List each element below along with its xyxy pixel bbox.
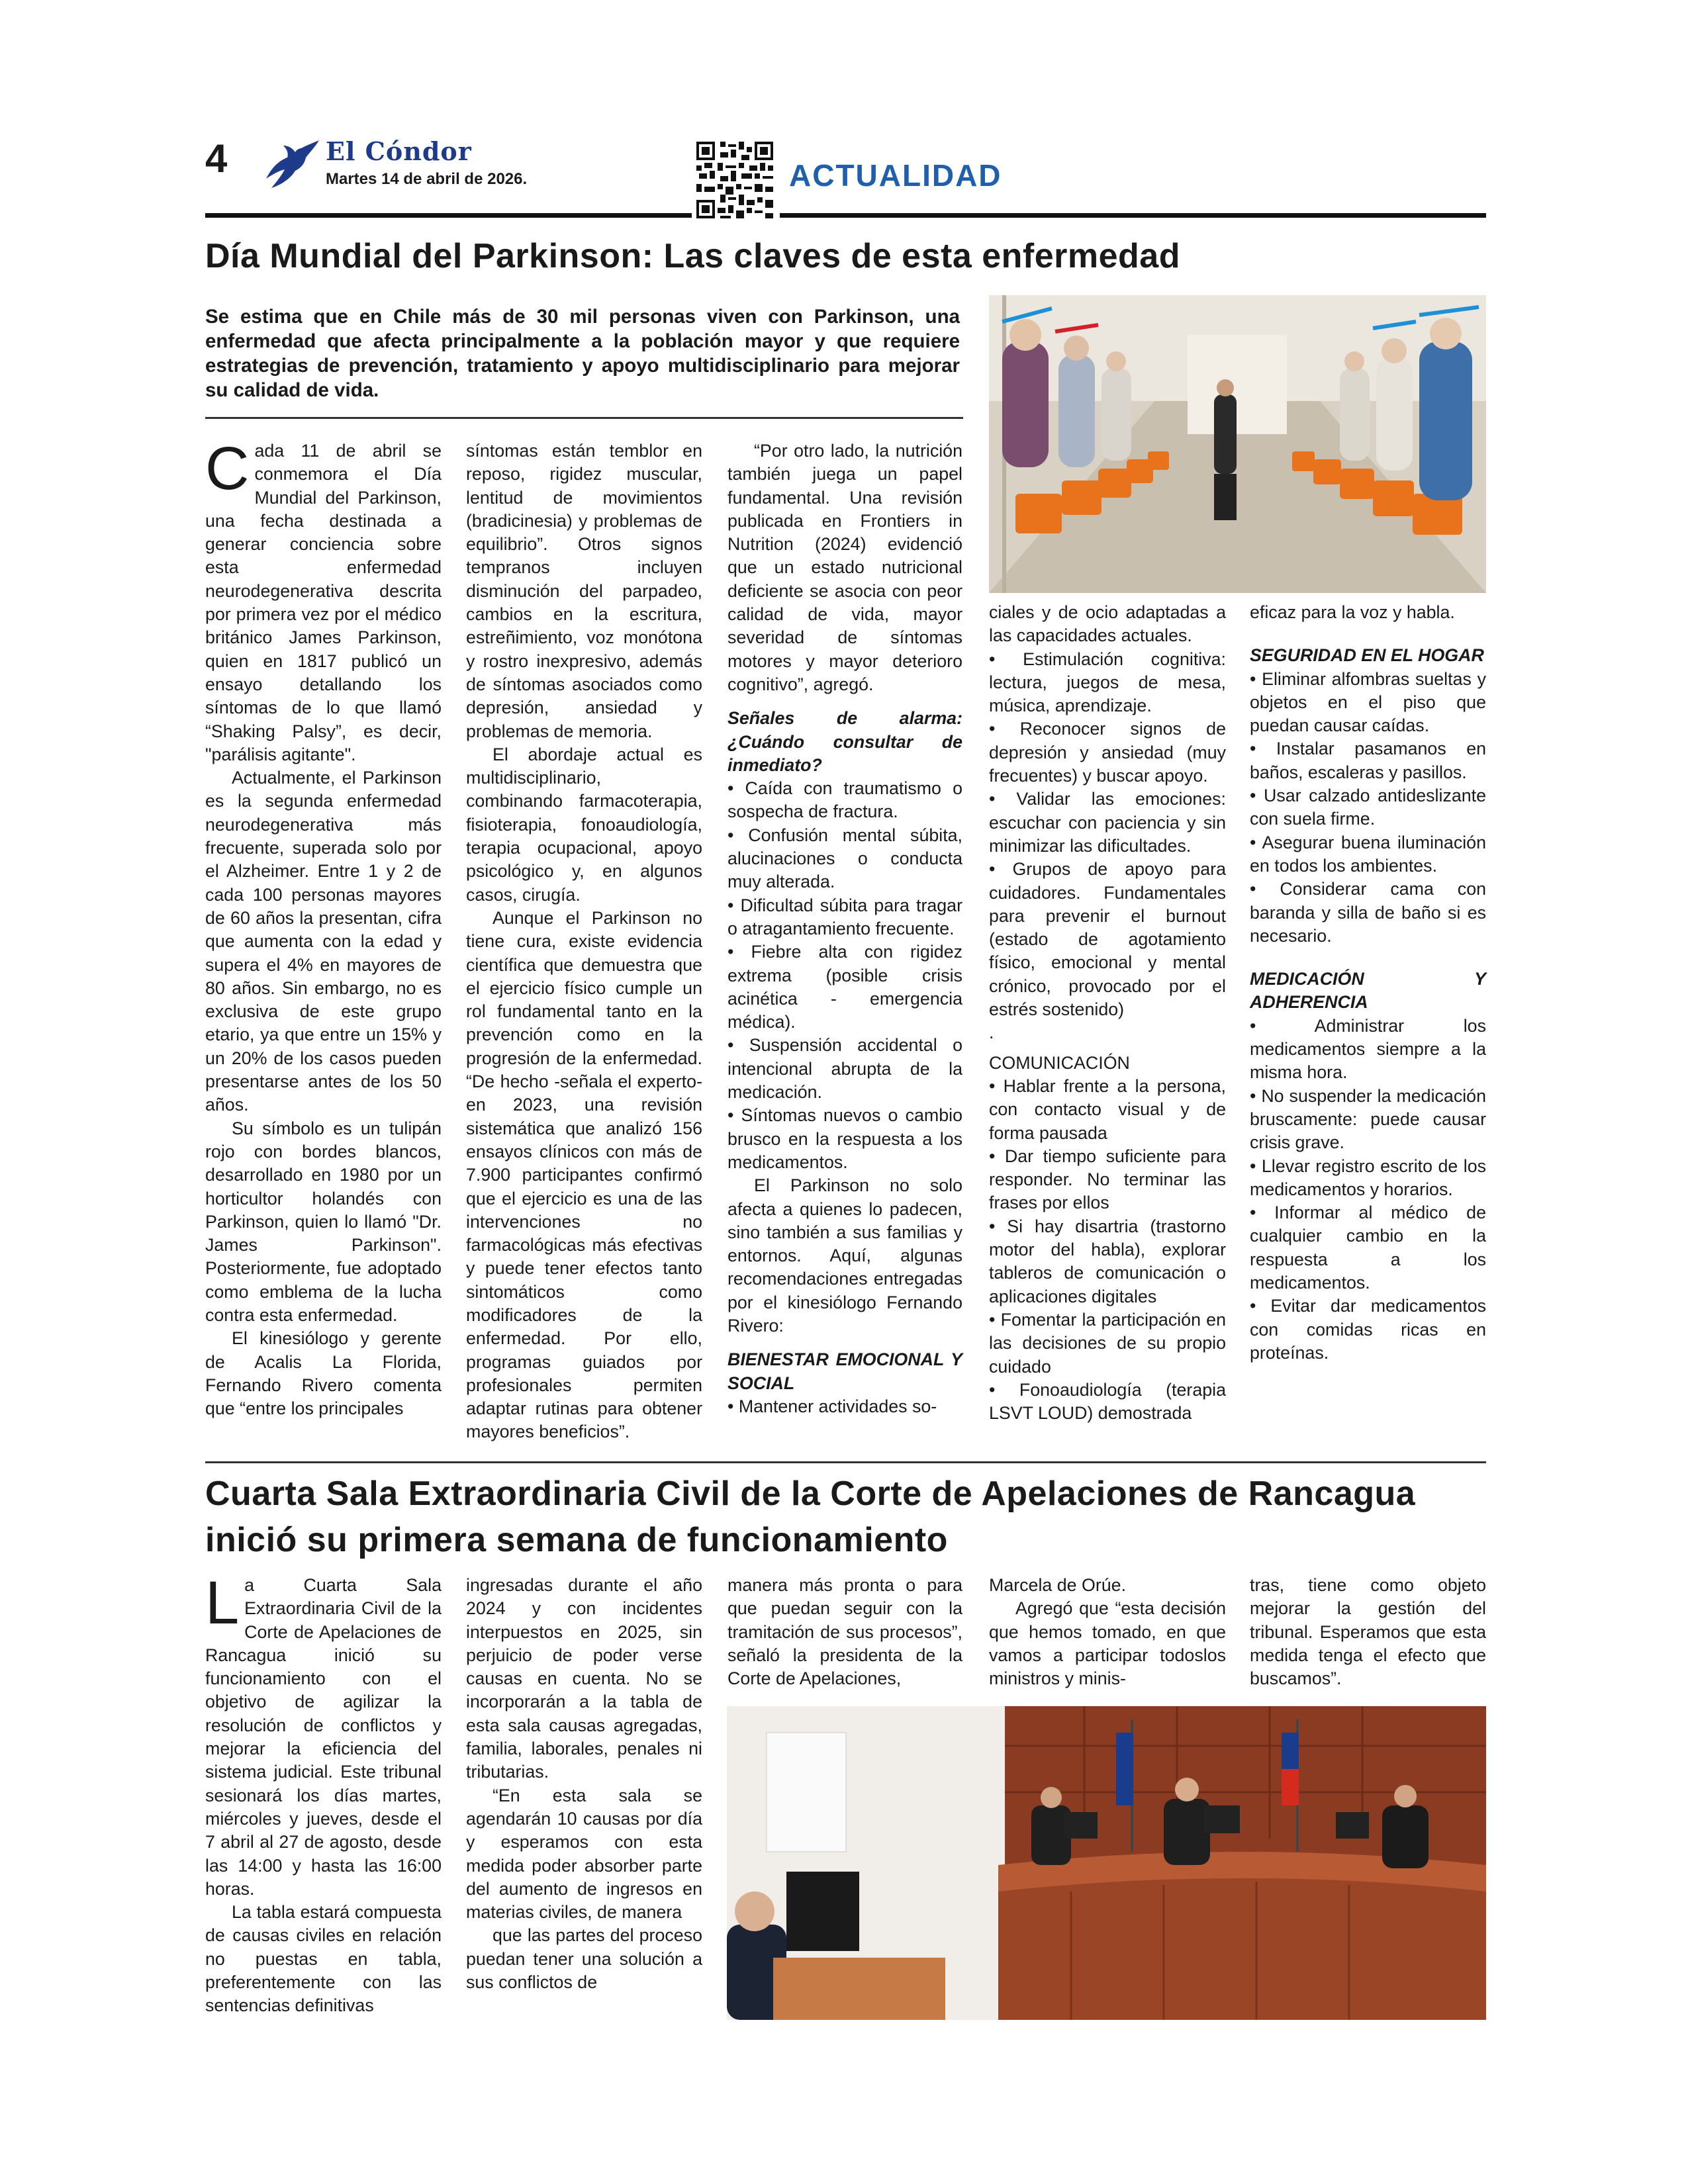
article1-col2-para-2: El abordaje actual es multidisciplinario, combinando farmacoterapia, fisioterapia, fonoaudiología, terapia ocupacional, apoyo psicológico y, en algunos casos, cirugía.: [466, 744, 702, 905]
alarm-item: • Fiebre alta con rigidez extrema (posible crisis acinética - emergencia médica).: [727, 942, 962, 1032]
article1-column-4: [989, 601, 1226, 1425]
article2-col2-para-2: “En esta sala se agendarán 10 causas por día y esperamos con esta medida poder absorber parte del aumento de ingresos en materias civiles, de manera: [466, 1785, 702, 1923]
article1-col1-para-1: [205, 435, 442, 766]
medication-item: • No suspender la medicación bruscamente: puede causar crisis grave.: [1250, 1085, 1486, 1153]
page-number: 4: [205, 136, 228, 181]
section-label: ACTUALIDAD: [789, 158, 1002, 193]
alarm-item: • Dificultad súbita para tragar o atragantamiento frecuente.: [727, 895, 962, 938]
article2-col5-para-1: tras, tiene como objeto mejorar la gestión del tribunal. Esperamos que esta medida tenga el efecto que buscamos”.: [1250, 1575, 1486, 1689]
communication-item: • Fomentar la participación en las decisiones de su propio cuidado: [989, 1309, 1226, 1377]
wellbeing-item: • Grupos de apoyo para cuidadores. Fundamentales para prevenir el burnout (estado de agotamiento físico, emocional y mental crónico, provocado por el estrés sostenido): [989, 859, 1226, 1020]
article-lead: Se estima que en Chile más de 30 mil personas viven con Parkinson, una enfermedad que afecta principalmente a la población mayor y que requiere estrategias de prevención, tratamiento y apoyo multidisciplinario para mejorar su calidad de vida.: [205, 306, 960, 401]
communication-heading: COMUNICACIÓN: [989, 1052, 1130, 1073]
article-title: Día Mundial del Parkinson: Las claves de esta enfermedad: [205, 237, 1180, 275]
alarm-item: • Síntomas nuevos o cambio brusco en la respuesta a los medicamentos.: [727, 1105, 962, 1172]
article1-col1-para-3: Su símbolo es un tulipán rojo con bordes blancos, desarrollado en 1980 por un horticultor holandés con Parkinson, quien lo llamó "Dr. James Parkinson". Posteriormente, fue adoptado como emblema de la lucha contra esta enfermedad.: [205, 1118, 442, 1325]
article1-col3-para-1: “Por otro lado, la nutrición también juega un papel fundamental. Una revisión publicada en Frontiers in Nutrition (2024) evidenció que un estado nutricional deficiente se asocia con peor calidad de vida, mayor severidad de síntomas motores y mayor deterioro cognitivo”, agregó.: [727, 441, 962, 694]
article1-col1-para-2: Actualmente, el Parkinson es la segunda enfermedad neurodegenerativa más frecuente, superada solo por el Alzheimer. Entre 1 y 2 de cada 100 personas mayores de 60 años la presentan, cifra que aumenta con la edad y supera el 4% en mayores de 80 años. Sin embargo, no es exclusiva de este grupo etario, ya que entre un 15% y un 20% de los casos pueden presentarse antes de los 50 años.: [205, 768, 442, 1115]
issue-date: Martes 14 de abril de 2026.: [326, 170, 528, 188]
alarm-signs-heading: Señales de alarma: ¿Cuándo consultar de inmediato?: [727, 708, 962, 775]
article2-col1-para-2: La tabla estará compuesta de causas civiles en relación no puestas en tabla, preferentemente con las sentencias definitivas: [205, 1902, 442, 2016]
article1-column-2: [466, 439, 702, 1444]
article2-col2-para-3: que las partes del proceso puedan tener una solución a sus conflictos de: [466, 1925, 702, 1993]
article2-column-5: [1250, 1574, 1486, 1690]
medication-heading: MEDICACIÓN Y ADHERENCIA: [1250, 969, 1486, 1013]
courtroom-photo: [727, 1706, 1486, 2020]
lead-divider: [205, 417, 963, 419]
wellbeing-item: • Mantener actividades so-: [727, 1396, 937, 1416]
newspaper-brand: El Cóndor: [326, 136, 472, 166]
wellbeing-item: • Estimulación cognitiva: lectura, juegos de mesa, música, aprendizaje.: [989, 649, 1226, 716]
alarm-item: • Suspensión accidental o intencional abrupta de la medicación.: [727, 1035, 962, 1103]
home-safety-item: • Considerar cama con baranda y silla de baño si es necesario.: [1250, 879, 1486, 946]
article2-col3-para-1: manera más pronta o para que puedan seguir con la tramitación de sus procesos”, señaló la presidenta de la Corte de Apelaciones,: [727, 1575, 962, 1689]
article2-column-3: [727, 1574, 962, 1690]
article2-col4-para-1: Marcela de Orúe.: [989, 1575, 1127, 1595]
wellbeing-item: ciales y de ocio adaptadas a las capacidades actuales.: [989, 602, 1226, 646]
alarm-item: • Confusión mental súbita, alucinaciones o conducta muy alterada.: [727, 825, 962, 892]
medication-item: • Llevar registro escrito de los medicamentos y horarios.: [1250, 1156, 1486, 1199]
wellbeing-item: • Reconocer signos de depresión y ansiedad (muy frecuentes) y buscar apoyo.: [989, 719, 1226, 786]
wellbeing-heading: BIENESTAR EMOCIONAL Y SOCIAL: [727, 1349, 962, 1393]
article2-title: Cuarta Sala Extraordinaria Civil de la Corte de Apelaciones de Rancagua inició su primera semana de funcionamiento: [205, 1475, 1416, 1559]
article1-col2-para-3: Aunque el Parkinson no tiene cura, existe evidencia científica que demuestra que el ejercicio físico cumple un rol fundamental tanto en la prevención como en la progresión de la enfermedad. “De hecho -señala el experto- en 2023, una revisión sistemática que analizó 156 ensayos clínicos con más de 7.900 participantes confirmó que el ejercicio es una de las intervenciones no farmacológicas más efectivas y puede tener efectos tanto sintomáticos como modificadores de la enfermedad. Por ello, programas guiados por profesionales permiten adaptar rutinas para obtener mayores beneficios”.: [466, 907, 702, 1442]
article1-col1-para-1-text: ada 11 de abril se conmemora el Día Mundial del Parkinson, una fecha destinada a generar conciencia sobre esta enfermedad neurodegenerativa descrita por primera vez por el médico británico James Parkinson, quien en 1817 publicó un ensayo detallando los síntomas de lo que llamó “Shaking Palsy”, es decir, "parálisis agitante".: [205, 441, 442, 764]
home-safety-item: • Instalar pasamanos en baños, escaleras y pasillos.: [1250, 739, 1486, 782]
article2-col2-para-1: ingresadas durante el año 2024 y con incidentes interpuestos en 2025, sin perjuicio de poder verse causas en cuenta. No se incorporarán a la tabla de esta sala causas agregadas, familia, laborales, penales ni tributarias.: [466, 1575, 702, 1782]
article2-col1-para-1: [205, 1569, 442, 1901]
article1-column-1: [205, 435, 442, 1420]
medication-item: • Informar al médico de cualquier cambio en la respuesta a los medicamentos.: [1250, 1203, 1486, 1293]
home-safety-item: • Asegurar buena iluminación en todos los ambientes.: [1250, 832, 1486, 876]
alarm-item: • Caída con traumatismo o sospecha de fractura.: [727, 778, 962, 822]
communication-item: • Si hay disartria (trastorno motor del habla), explorar tableros de comunicación o aplicaciones digitales: [989, 1216, 1226, 1306]
header-rule-right: [780, 213, 1486, 218]
medication-item: • Administrar los medicamentos siempre a la misma hora.: [1250, 1015, 1486, 1083]
article2-column-2: [466, 1574, 702, 1994]
article1-col1-para-4: El kinesiólogo y gerente de Acalis La Florida, Fernando Rivero comenta que “entre los principales: [205, 1328, 442, 1419]
article2-col4-para-2: Agregó que “esta decisión que hemos tomado, en que vamos a participar todoslos ministros y minis-: [989, 1598, 1226, 1689]
home-safety-item: • Eliminar alfombras sueltas y objetos en el piso que puedan causar caídas.: [1250, 668, 1486, 736]
exercise-class-photo: [989, 295, 1486, 593]
home-safety-item: • Usar calzado antideslizante con suela firme.: [1250, 786, 1486, 829]
article2-column-4: [989, 1574, 1226, 1690]
article1-col2-para-1: síntomas están temblor en reposo, rigidez muscular, lentitud de movimientos (bradicinesia) y problemas de equilibrio”. Otros signos tempranos incluyen disminución del parpadeo, cambios en la escritura, estreñimiento, voz monótona y rostro inexpresivo, además de síntomas asociados como depresión, ansiedad y problemas de memoria.: [466, 441, 702, 741]
header-rule-left: [205, 213, 692, 218]
communication-item: • Dar tiempo suficiente para responder. No terminar las frases por ellos: [989, 1146, 1226, 1213]
wellbeing-item: .: [989, 1023, 994, 1043]
drop-cap: L: [205, 1569, 240, 1637]
drop-cap: C: [205, 435, 250, 502]
communication-item: eficaz para la voz y habla.: [1250, 602, 1455, 622]
medication-item: • Evitar dar medicamentos con comidas ricas en proteínas.: [1250, 1296, 1486, 1363]
article-separator: [205, 1461, 1486, 1463]
wellbeing-item: • Validar las emociones: escuchar con paciencia y sin minimizar las dificultades.: [989, 789, 1226, 856]
article2-col1-para-1-text: a Cuarta Sala Extraordinaria Civil de la Corte de Apelaciones de Rancagua inició su funcionamiento con el objetivo de agilizar la resolución de conflictos y mejorar la eficiencia del sistema judicial. Este tribunal sesionará los días martes, miércoles y jueves, desde el 7 abril al 27 de agosto, desde las 14:00 y hasta las 16:00 horas.: [205, 1575, 442, 1899]
communication-item: • Fonoaudiología (terapia LSVT LOUD) demostrada: [989, 1379, 1226, 1424]
article1-col3-para-2: El Parkinson no solo afecta a quienes lo padecen, sino también a sus familias y entornos. Aquí, algunas recomendaciones entregadas por el kinesiólogo Fernando Rivero:: [727, 1175, 962, 1336]
article2-column-1: [205, 1569, 442, 2018]
communication-item: • Hablar frente a la persona, con contacto visual y de forma pausada: [989, 1075, 1226, 1143]
condor-logo-icon: [263, 138, 320, 191]
article1-column-5: [1250, 601, 1486, 1365]
article1-column-3: [727, 439, 962, 1418]
qr-code-icon: [696, 142, 773, 218]
home-safety-heading: SEGURIDAD EN EL HOGAR: [1250, 645, 1484, 666]
